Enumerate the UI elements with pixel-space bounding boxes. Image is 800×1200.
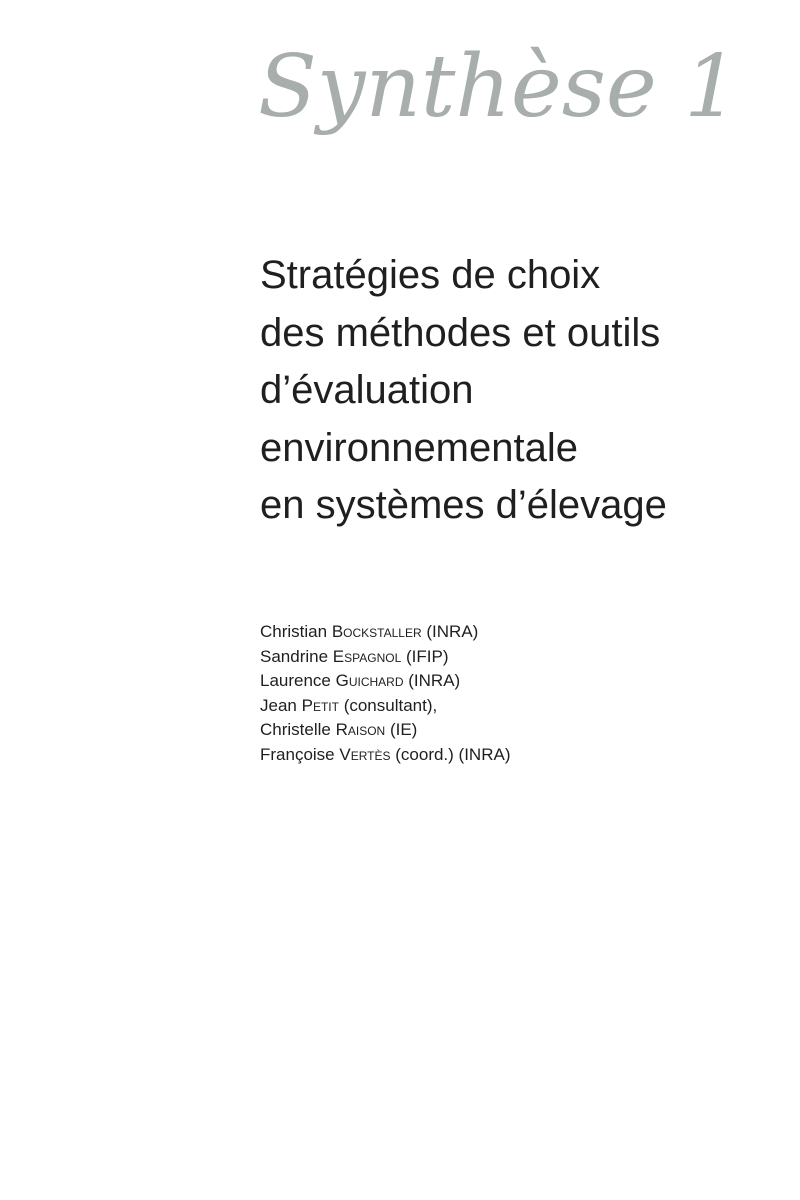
author-last-name: Bockstaller — [331, 622, 422, 641]
author-first-name: Christelle — [260, 720, 331, 739]
author-first-name: Sandrine — [260, 646, 329, 666]
author-first-name: Jean — [260, 695, 297, 715]
author-item — [260, 718, 510, 743]
author-item — [260, 645, 510, 670]
author-last-name: Raison — [335, 720, 386, 739]
author-first-name: Françoise — [260, 744, 335, 764]
chapter-title-line: environnementale — [260, 425, 578, 470]
author-affiliation: (IE) — [389, 720, 418, 739]
chapter-title-line: d’évaluation — [260, 368, 474, 412]
chapter-title-line: Stratégies de choix — [260, 253, 601, 297]
author-list — [260, 620, 510, 767]
author-item — [260, 620, 510, 645]
author-last-name: Vertès — [339, 744, 391, 764]
chapter-title — [260, 247, 780, 535]
author-item — [260, 694, 510, 719]
author-item — [260, 669, 510, 694]
author-item — [260, 743, 510, 768]
author-first-name: Laurence — [260, 671, 331, 690]
author-last-name: Petit — [301, 695, 339, 715]
chapter-title-line: des méthodes et outils — [260, 310, 661, 355]
author-last-name: Guichard — [335, 671, 404, 690]
author-affiliation: (coord.) (INRA) — [395, 744, 511, 764]
author-affiliation: (INRA) — [426, 622, 479, 641]
section-heading: Synthèse 1 — [258, 37, 739, 137]
author-affiliation: (INRA) — [408, 671, 461, 690]
author-affiliation: (consultant), — [343, 695, 438, 715]
author-first-name: Christian — [260, 622, 328, 641]
author-affiliation: (IFIP) — [406, 646, 449, 666]
author-last-name: Espagnol — [332, 646, 402, 666]
chapter-title-line: en systèmes d’élevage — [260, 483, 667, 527]
